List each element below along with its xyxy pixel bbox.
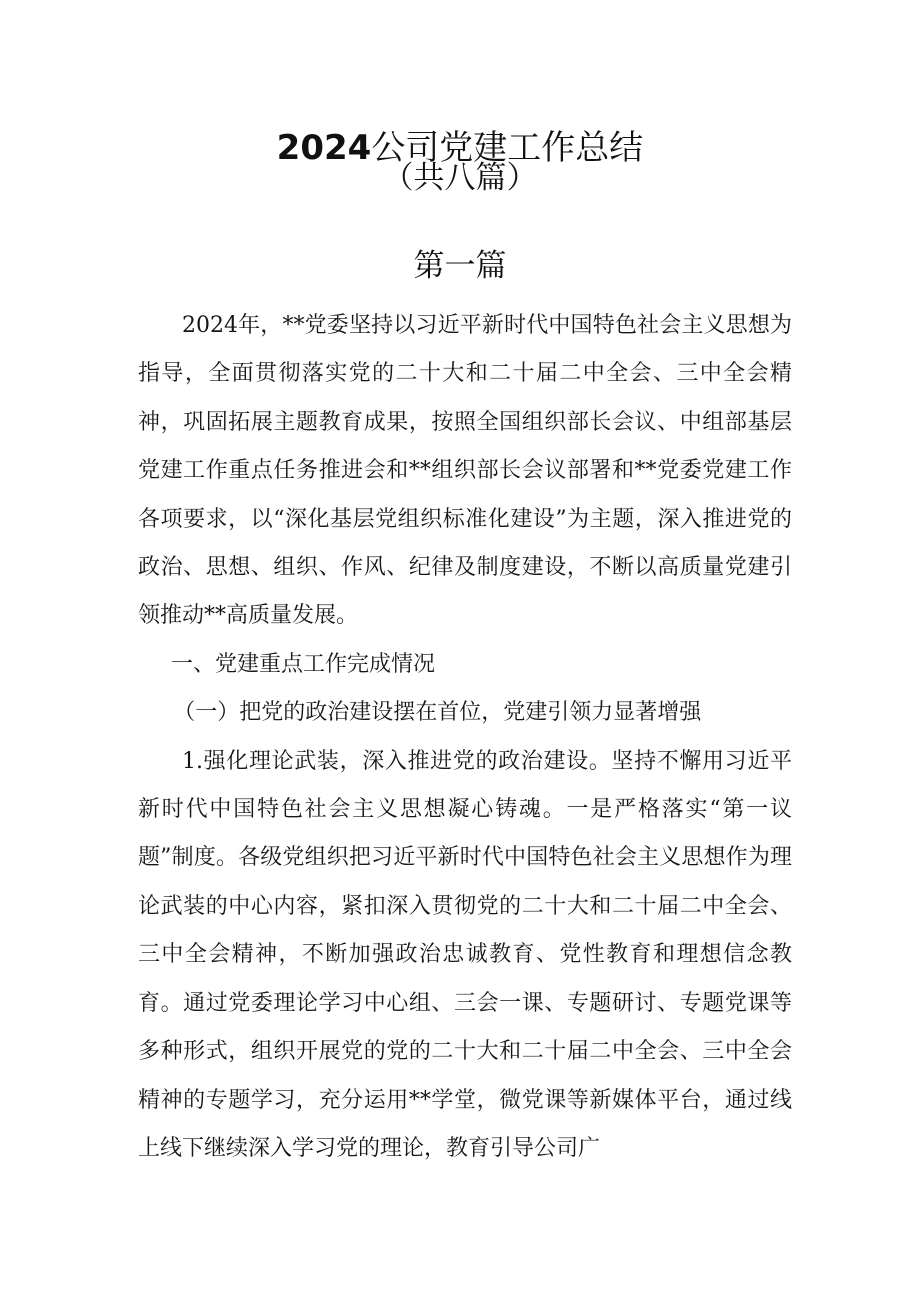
document-body — [138, 302, 792, 1173]
subsection-heading: （一）把党的政治建设摆在首位，党建引领力显著增强 — [173, 700, 702, 726]
title-year: 2024 — [276, 128, 372, 168]
intro-paragraph: 2024年，**党委坚持以习近平新时代中国特色社会主义思想为指导，全面贯彻落实党的二十大和二十届二中全会、三中全会精神，巩固拓展主题教育成果，按照全国组织部长会议、中组部基层党建工作重点任务推进会和**组织部长会议部署和**党委党建工作各项要求，以“深化基层党组织标准化建设”为主题，深入推进党的政治、思想、组织、作风、纪律及制度建设，不断以高质量党建引领推动**高质量发展。 — [138, 313, 792, 629]
document-subtitle: （共八篇） — [382, 160, 538, 196]
section-heading: 一、党建重点工作完成情况 — [171, 651, 436, 677]
title-text: 公司党建工作总结 — [371, 128, 644, 168]
part-heading: 第一篇 — [413, 248, 507, 284]
body-paragraph: 1.强化理论武装，深入推进党的政治建设。坚持不懈用习近平新时代中国特色社会主义思想凝心铸魂。一是严格落实“第一议题”制度。各级党组织把习近平新时代中国特色社会主义思想作为理论武装的中心内容，紧扣深入贯彻党的二十大和二十届二中全会、三中全会精神，不断加强政治忠诚教育、党性教育和理想信念教育。通过党委理论学习中心组、三会一课、专题研讨、专题党课等多种形式，组织开展党的党的二十大和二十届二中全会、三中全会精神的专题学习，充分运用**学堂，微党课等新媒体平台，通过线上线下继续深入学习党的理论，教育引导公司广 — [138, 748, 792, 1161]
